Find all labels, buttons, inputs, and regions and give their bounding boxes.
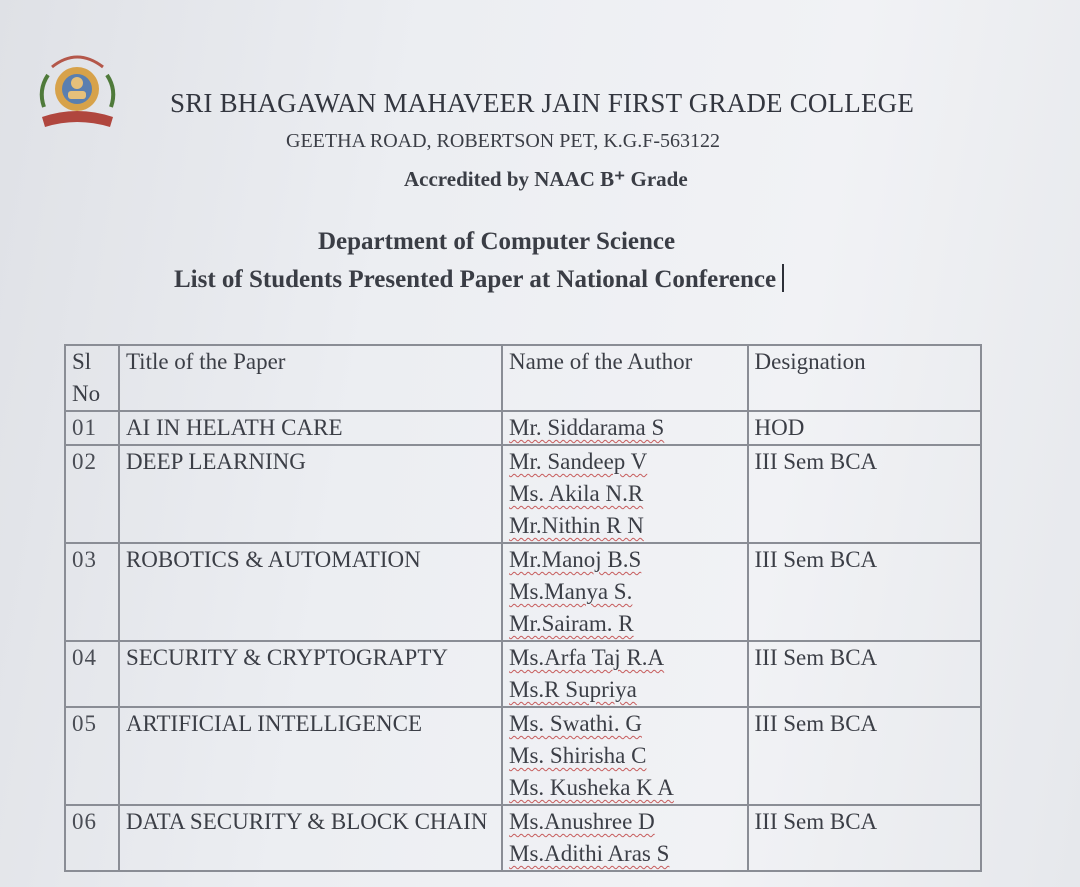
row-title: SECURITY & CRYPTOGRAPTY xyxy=(119,641,502,707)
list-title-text: List of Students Presented Paper at National Conference xyxy=(174,266,777,293)
row-sl: 06 xyxy=(65,805,119,871)
header-designation: Designation xyxy=(748,345,982,411)
row-sl: 05 xyxy=(65,707,119,805)
author-name: Ms.Adithi Aras S xyxy=(509,841,670,866)
header-title: Title of the Paper xyxy=(119,345,502,411)
row-sl: 03 xyxy=(65,543,119,641)
author-name: Ms. Swathi. G xyxy=(509,711,642,736)
row-title: ROBOTICS & AUTOMATION xyxy=(119,543,502,641)
table-row xyxy=(65,543,981,641)
row-designation: III Sem BCA xyxy=(748,707,982,805)
row-sl: 02 xyxy=(65,445,119,543)
row-authors xyxy=(502,543,747,641)
text-cursor[interactable] xyxy=(782,264,784,292)
row-designation: III Sem BCA xyxy=(748,543,982,641)
department-title: Department of Computer Science xyxy=(318,228,676,255)
author-name: Ms. Shirisha C xyxy=(509,743,647,768)
author-name: Mr. Sandeep V xyxy=(509,449,648,474)
table-row xyxy=(65,641,981,707)
row-designation: III Sem BCA xyxy=(748,445,982,543)
table-row xyxy=(65,411,981,445)
author-name: Mr.Manoj B.S xyxy=(509,547,642,572)
papers-table xyxy=(64,344,982,872)
table-row xyxy=(65,707,981,805)
row-title: AI IN HELATH CARE xyxy=(119,411,502,445)
author-name: Ms. Kusheka K A xyxy=(509,775,674,800)
table-row xyxy=(65,445,981,543)
author-name: Mr.Nithin R N xyxy=(509,513,644,538)
college-address: GEETHA ROAD, ROBERTSON PET, K.G.F-563122 xyxy=(286,130,720,152)
college-name: SRI BHAGAWAN MAHAVEER JAIN FIRST GRADE COLLEGE xyxy=(170,88,915,118)
author-name: Ms.R Supriya xyxy=(509,677,637,702)
row-designation: III Sem BCA xyxy=(748,641,982,707)
author-name: Ms.Anushree D xyxy=(509,809,655,834)
row-designation: III Sem BCA xyxy=(748,805,982,871)
header-sl: Sl No xyxy=(65,345,119,411)
accreditation-line: Accredited by NAAC B⁺ Grade xyxy=(404,167,688,191)
author-name: Mr. Siddarama S xyxy=(509,415,665,440)
row-title: ARTIFICIAL INTELLIGENCE xyxy=(119,707,502,805)
row-title: DATA SECURITY & BLOCK CHAIN xyxy=(119,805,502,871)
author-name: Mr.Sairam. R xyxy=(509,611,634,636)
row-title: DEEP LEARNING xyxy=(119,445,502,543)
row-sl: 01 xyxy=(65,411,119,445)
row-authors xyxy=(502,411,747,445)
author-name: Ms.Arfa Taj R.A xyxy=(509,645,665,670)
author-name: Ms.Manya S. xyxy=(509,579,633,604)
row-authors xyxy=(502,445,747,543)
list-title xyxy=(174,264,784,294)
college-logo-icon xyxy=(30,45,125,135)
table-row xyxy=(65,805,981,871)
header-name: Name of the Author xyxy=(502,345,747,411)
author-name: Ms. Akila N.R xyxy=(509,481,644,506)
row-authors xyxy=(502,707,747,805)
row-designation: HOD xyxy=(748,411,982,445)
row-sl: 04 xyxy=(65,641,119,707)
row-authors xyxy=(502,641,747,707)
table-header-row xyxy=(65,345,981,411)
row-authors xyxy=(502,805,747,871)
